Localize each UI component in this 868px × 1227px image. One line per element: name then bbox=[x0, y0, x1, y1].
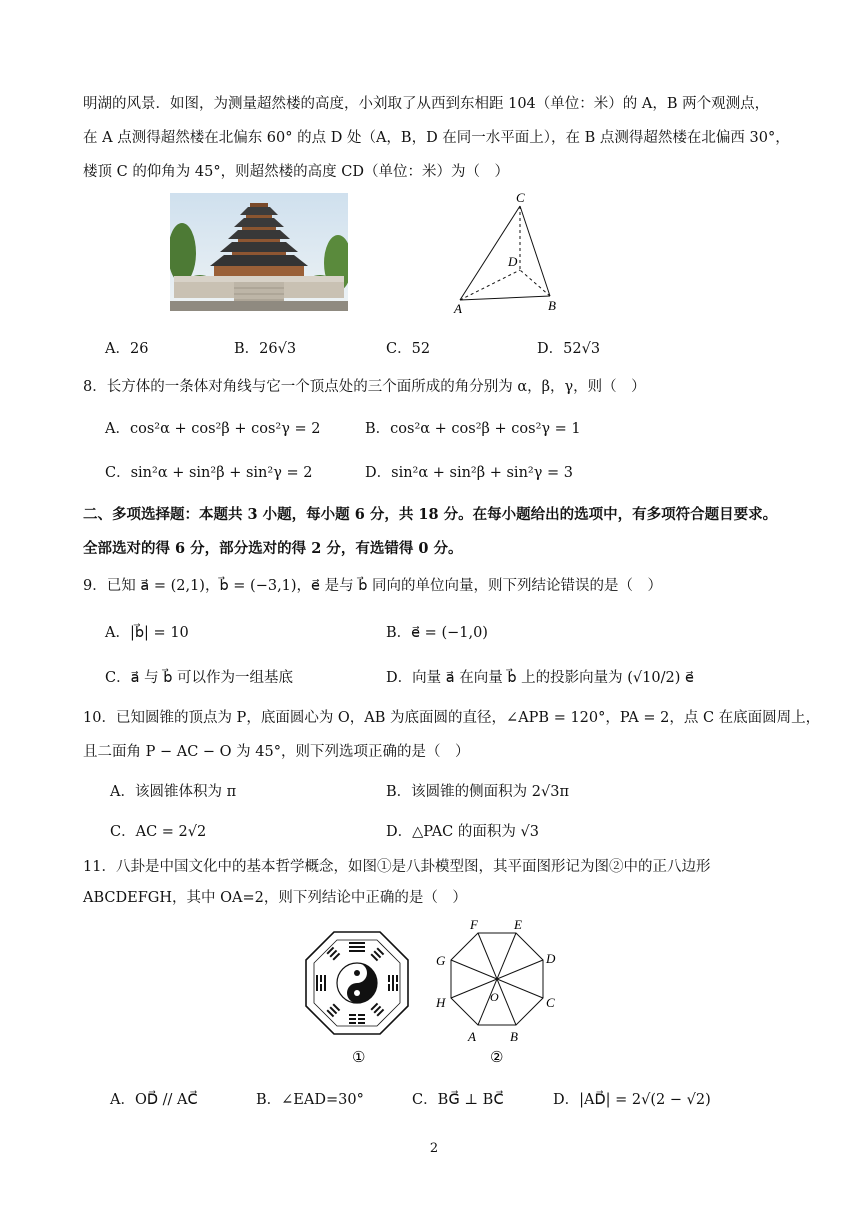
oct-label-o: O bbox=[490, 990, 499, 1004]
tower-photo bbox=[170, 193, 348, 311]
q7-text-line2: 在 A 点测得超然楼在北偏东 60° 的点 D 处（A，B，D 在同一水平面上），在 B 点测得超然楼在北偏西 30°， bbox=[83, 130, 790, 146]
q10-option-d: D．△PAC 的面积为 √3 bbox=[386, 824, 539, 840]
q10-text-line1: 10．已知圆锥的顶点为 P，底面圆心为 O，AB 为底面圆的直径，∠APB = 120°，PA = 2，点 C 在底面圆周上， bbox=[83, 710, 821, 726]
label-b: B bbox=[548, 298, 556, 313]
q8-option-c: C．sin²α + sin²β + sin²γ = 2 bbox=[105, 465, 313, 481]
fig2-caption: ② bbox=[490, 1050, 504, 1066]
oct-label-f: F bbox=[470, 917, 478, 932]
oct-label-a: A bbox=[468, 1029, 476, 1044]
q9-option-a: A．|b⃗| = 10 bbox=[105, 625, 189, 641]
oct-label-d: D bbox=[546, 951, 556, 966]
q9-option-c: C．a⃗ 与 b⃗ 可以作为一组基底 bbox=[105, 670, 294, 686]
label-d: D bbox=[508, 254, 518, 269]
q7-text-line1: 明湖的风景．如图，为测量超然楼的高度，小刘取了从西到东相距 104（单位：米）的 A，B 两个观测点， bbox=[83, 96, 770, 112]
q11-text-line1: 11．八卦是中国文化中的基本哲学概念，如图①是八卦模型图，其平面图形记为图②中的正八边形 bbox=[83, 859, 711, 875]
q11-option-d: D．|AD⃗| = 2√(2 − √2) bbox=[553, 1092, 711, 1108]
q8-option-b: B．cos²α + cos²β + cos²γ = 1 bbox=[365, 421, 581, 437]
bagua-figure bbox=[302, 928, 412, 1068]
q10-text-line2: 且二面角 P − AC − O 为 45°，则下列选项正确的是（ ） bbox=[83, 744, 470, 760]
q11-option-b: B．∠EAD=30° bbox=[256, 1092, 364, 1108]
q9-option-d: D．向量 a⃗ 在向量 b⃗ 上的投影向量为 (√10/2) e⃗ bbox=[386, 670, 694, 686]
q8-option-a: A．cos²α + cos²β + cos²γ = 2 bbox=[105, 421, 321, 437]
q9-stem: 9．已知 a⃗ = (2,1)，b⃗ = (−3,1)，e⃗ 是与 b⃗ 同向的单位向量，则下列结论错误的是（ ） bbox=[83, 578, 663, 594]
label-c: C bbox=[516, 190, 525, 205]
q9-option-b: B．e⃗ = (−1,0) bbox=[386, 625, 488, 641]
q11-option-a: A．OD⃗ // AC⃗ bbox=[110, 1092, 198, 1108]
q8-option-d: D．sin²α + sin²β + sin²γ = 3 bbox=[365, 465, 573, 481]
q7-text-line3: 楼顶 C 的仰角为 45°，则超然楼的高度 CD（单位：米）为（ ） bbox=[83, 164, 509, 180]
pyramid-figure bbox=[448, 190, 568, 320]
q10-option-c: C．AC = 2√2 bbox=[110, 824, 207, 840]
q11-option-c: C．BG⃗ ⊥ BC⃗ bbox=[412, 1092, 504, 1108]
oct-label-g: G bbox=[436, 953, 446, 968]
page-number: 2 bbox=[429, 1141, 439, 1156]
q8-stem: 8．长方体的一条体对角线与它一个顶点处的三个面所成的角分别为 α，β，γ，则（ ） bbox=[83, 379, 646, 395]
oct-label-h: H bbox=[436, 995, 446, 1010]
q7-option-a: A．26 bbox=[105, 341, 149, 357]
q10-option-b: B．该圆锥的侧面积为 2√3π bbox=[386, 784, 569, 800]
oct-label-e: E bbox=[514, 917, 522, 932]
q7-option-c: C．52 bbox=[386, 341, 431, 357]
q11-text-line2: ABCDEFGH，其中 OA=2，则下列结论中正确的是（ ） bbox=[83, 890, 467, 906]
fig1-caption: ① bbox=[352, 1050, 366, 1066]
label-a: A bbox=[454, 301, 462, 316]
oct-label-b: B bbox=[510, 1029, 518, 1044]
section2-header-line1: 二、多项选择题：本题共 3 小题，每小题 6 分，共 18 分。在每小题给出的选项中，有多项符合题目要求。 bbox=[83, 506, 778, 523]
section2-header-line2: 全部选对的得 6 分，部分选对的得 2 分，有选错得 0 分。 bbox=[83, 540, 463, 557]
q7-option-d: D．52√3 bbox=[537, 341, 601, 357]
q7-option-b: B．26√3 bbox=[234, 341, 297, 357]
q10-option-a: A．该圆锥体积为 π bbox=[110, 784, 237, 800]
oct-label-c: C bbox=[546, 995, 555, 1010]
octagon-figure bbox=[430, 915, 570, 1075]
